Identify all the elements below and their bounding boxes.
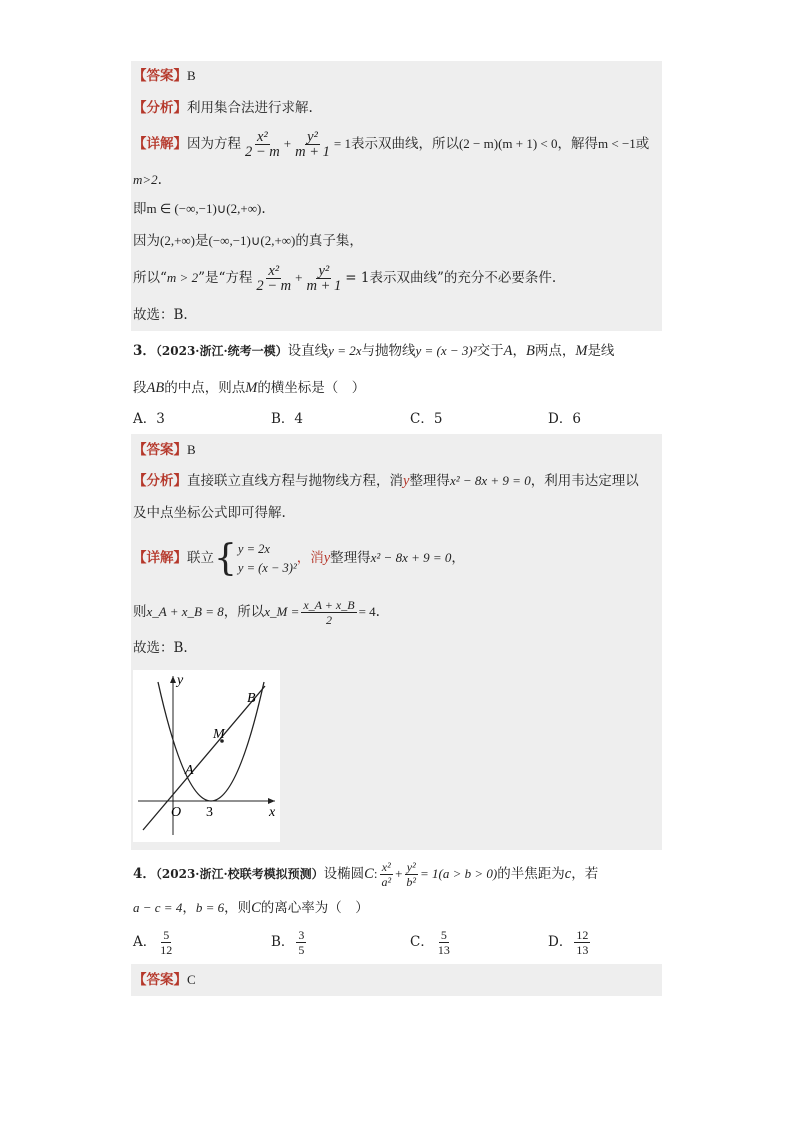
fraction-x2 xyxy=(254,264,293,293)
detail-text: ”是“方程 xyxy=(198,270,253,286)
analysis-text: 利用集合法进行求解. xyxy=(187,100,313,116)
stem-text: 设椭圆 xyxy=(323,866,365,882)
fraction-denominator: 2 − m xyxy=(245,144,280,160)
fraction-denominator: 5 xyxy=(298,943,305,957)
analysis-tag: 【分析】 xyxy=(133,100,187,116)
result-value: = 4 xyxy=(358,604,376,619)
q2-detail-line-4 xyxy=(133,231,363,251)
analysis-tag: 【分析】 xyxy=(133,473,187,489)
question-source: （2023·浙江·统考一模） xyxy=(155,344,288,358)
detail-text: = 1表示双曲线”的充分不必要条件. xyxy=(345,270,557,286)
detail-text: ，所以 xyxy=(223,604,265,620)
detail-text: 因为 xyxy=(133,233,160,249)
detail-text: 是 xyxy=(195,233,209,249)
detail-text: 或 xyxy=(635,136,650,152)
q4-stem-line-1 xyxy=(133,858,598,890)
tick-label-3: 3 xyxy=(206,805,213,820)
q2-detail-line-3 xyxy=(133,199,266,219)
conclusion-text: 故选：B. xyxy=(133,640,188,656)
variable: y xyxy=(323,550,331,566)
stem-text: ，若 xyxy=(571,866,599,882)
fraction-numerator: x² xyxy=(256,129,268,145)
fraction-numerator: y² xyxy=(318,263,330,279)
q3-detail-line xyxy=(133,536,465,580)
analysis-text: ，利用韦达定理以 xyxy=(530,473,639,489)
q2-detail-line-1 xyxy=(133,128,649,160)
point-label: B xyxy=(525,343,535,359)
question-number: 4． xyxy=(133,866,156,882)
stem-text: 的中点，则点 xyxy=(164,380,246,396)
stem-text: 是线 xyxy=(587,343,615,359)
stem-text: 的离心率为（ ） xyxy=(260,900,369,916)
q2-analysis-line xyxy=(133,98,313,118)
analysis-text: 及中点坐标公式即可得解. xyxy=(133,505,286,521)
equation-system xyxy=(238,540,297,578)
option-fraction xyxy=(296,928,306,957)
set-expression: m ∈ (−∞,−1)∪(2,+∞) xyxy=(146,201,262,216)
detail-text: 则 xyxy=(133,604,147,620)
q3-analysis-line-1 xyxy=(133,471,639,491)
ellipse-label: C xyxy=(364,866,374,882)
point-label: M xyxy=(575,343,588,359)
fraction-denominator: m + 1 xyxy=(306,278,342,294)
sum-expression: x_A + x_B = 8 xyxy=(146,604,224,619)
fraction-numerator: y² xyxy=(307,129,318,145)
answer-tag: 【答案】 xyxy=(133,442,187,458)
question-source: （2023·浙江·校联考模拟预测） xyxy=(155,867,324,881)
stem-text: 两点， xyxy=(534,343,576,359)
q4-option-d[interactable] xyxy=(548,928,592,957)
fraction-y2-b2 xyxy=(404,860,418,889)
detail-text: ，消 xyxy=(296,550,324,566)
midpoint-expression: x_M = xyxy=(264,604,300,619)
variable: y xyxy=(403,473,410,489)
fraction-numerator: 12 xyxy=(576,928,589,942)
plus-sign: + xyxy=(395,866,403,881)
quadratic-equation: x² − 8x + 9 = 0 xyxy=(449,473,531,488)
stem-text: 段 xyxy=(133,380,147,396)
detail-text: ， xyxy=(451,550,465,566)
equals-one: = 1 xyxy=(333,136,351,151)
q2-conclusion xyxy=(133,305,188,325)
point-label: M xyxy=(245,380,258,396)
q3-conclusion xyxy=(133,638,188,658)
stem-text: ， xyxy=(512,343,526,359)
q3-option-a[interactable]: A．3 xyxy=(133,411,165,427)
detail-tag: 【详解】 xyxy=(133,136,187,152)
q3-analysis-line-2 xyxy=(133,503,286,523)
answer-value: C xyxy=(187,972,196,987)
inequality: m>2 xyxy=(133,172,158,187)
condition-expression: a − c = 4 xyxy=(133,900,183,915)
q3-answer-line xyxy=(133,440,196,460)
stem-text: 与抛物线 xyxy=(361,343,416,359)
inequality: (2 − m)(m + 1) < 0 xyxy=(458,136,558,151)
option-letter: D． xyxy=(548,934,573,950)
fraction-x2-a2 xyxy=(379,860,393,889)
period: . xyxy=(157,172,162,188)
system-equation-1: y = 2x xyxy=(237,541,270,556)
option-fraction xyxy=(574,928,590,957)
fraction-numerator: 5 xyxy=(440,928,447,942)
conclusion-text: 故选：B. xyxy=(133,307,188,323)
fraction-x2 xyxy=(243,130,282,159)
straight-line xyxy=(143,686,265,830)
answer-value: B xyxy=(187,442,196,457)
stem-text: 的半焦距为 xyxy=(497,866,565,882)
point-a-label: A xyxy=(185,763,194,778)
q3-option-b[interactable]: B．4 xyxy=(271,411,304,427)
q3-option-d[interactable]: D．6 xyxy=(548,411,581,427)
q2-answer-line xyxy=(133,66,196,86)
period: . xyxy=(261,201,266,217)
q4-option-c[interactable] xyxy=(410,928,454,957)
option-fraction xyxy=(158,928,174,957)
detail-text: 所以“ xyxy=(133,270,167,286)
fraction-numerator: x_A + x_B xyxy=(303,598,355,612)
ellipse-condition: = 1(a > b > 0) xyxy=(420,866,498,881)
detail-tag: 【详解】 xyxy=(133,550,187,566)
interval: (2,+∞) xyxy=(160,233,196,248)
detail-text: ，解得 xyxy=(557,136,599,152)
q4-solution-background xyxy=(131,964,662,996)
q4-answer-line xyxy=(133,970,196,990)
fraction-numerator: 3 xyxy=(298,928,305,942)
option-fraction xyxy=(436,928,452,957)
point-label: A xyxy=(503,343,513,359)
q3-stem-line-2 xyxy=(133,378,365,398)
analysis-text: 整理得 xyxy=(409,473,450,489)
fraction-numerator: 5 xyxy=(163,928,170,942)
inequality: m > 2 xyxy=(166,270,199,285)
detail-text: 联立 xyxy=(187,550,214,566)
set-expression: (−∞,−1)∪(2,+∞) xyxy=(208,233,296,248)
point-m-label: M xyxy=(213,727,225,742)
period: . xyxy=(375,604,380,620)
ellipse-label: C xyxy=(251,900,261,916)
fraction-denominator: a² xyxy=(381,875,392,889)
q4-stem-line-2 xyxy=(133,898,369,918)
separator: ， xyxy=(182,900,196,916)
analysis-text: 直接联立直线方程与抛物线方程，消 xyxy=(187,473,403,489)
option-letter: A． xyxy=(133,934,157,950)
q2-detail-line-2 xyxy=(133,170,162,190)
stem-text: 设直线 xyxy=(287,343,329,359)
parabola-equation: y = (x − 3)² xyxy=(415,343,477,358)
fraction-denominator: m + 1 xyxy=(295,144,330,160)
option-letter: C． xyxy=(410,934,434,950)
y-axis-label: y xyxy=(177,673,184,688)
line-equation: y = 2x xyxy=(328,343,362,358)
stem-text: 交于 xyxy=(476,343,504,359)
q2-detail-line-5 xyxy=(133,262,556,294)
fraction-denominator: 12 xyxy=(160,943,173,957)
answer-value: B xyxy=(187,68,196,83)
x-axis-arrow xyxy=(268,798,275,804)
q3-stem-line-1 xyxy=(133,341,614,361)
fraction-denominator: 13 xyxy=(576,943,589,957)
y-axis-arrow xyxy=(170,676,176,683)
point-b-label: B xyxy=(247,691,256,706)
plus-sign: + xyxy=(283,136,292,151)
quadratic-equation: x² − 8x + 9 = 0 xyxy=(370,550,452,565)
answer-tag: 【答案】 xyxy=(133,972,187,988)
colon: : xyxy=(373,866,378,881)
q3-option-c[interactable]: C．5 xyxy=(410,411,443,427)
detail-text: 因为方程 xyxy=(187,136,241,152)
parabola-line-graph xyxy=(133,670,280,842)
fraction-denominator: 2 − m xyxy=(256,278,292,294)
detail-text: 表示双曲线，所以 xyxy=(350,136,459,152)
stem-text: 的横坐标是（ ） xyxy=(257,380,366,396)
midpoint-fraction xyxy=(301,598,356,627)
fraction-numerator: x² xyxy=(381,860,391,874)
answer-tag: 【答案】 xyxy=(133,68,187,84)
q4-option-b[interactable] xyxy=(271,928,308,957)
fraction-denominator: b² xyxy=(406,875,417,889)
detail-text: 即 xyxy=(133,201,147,217)
segment-label: AB xyxy=(146,380,165,396)
origin-label: O xyxy=(171,805,182,820)
option-letter: B． xyxy=(271,934,295,950)
fraction-denominator: 2 xyxy=(325,613,332,627)
plus-sign: + xyxy=(295,270,303,285)
detail-text: 的真子集， xyxy=(295,233,363,249)
question-number: 3． xyxy=(133,343,156,359)
system-equation-2: y = (x − 3)² xyxy=(237,560,297,575)
detail-text: 整理得 xyxy=(330,550,371,566)
inequality: m < −1 xyxy=(598,136,636,151)
brace-symbol: { xyxy=(214,537,237,579)
fraction-numerator: x² xyxy=(268,263,280,279)
x-axis-label: x xyxy=(269,805,276,820)
fraction-denominator: 13 xyxy=(437,943,450,957)
fraction-y2 xyxy=(293,130,332,159)
condition-expression: b = 6 xyxy=(195,900,225,915)
fraction-numerator: y² xyxy=(406,860,416,874)
q3-then-line xyxy=(133,596,380,628)
variable: c xyxy=(564,866,572,882)
stem-text: ，则 xyxy=(224,900,252,916)
fraction-y2 xyxy=(305,264,344,293)
q4-option-a[interactable] xyxy=(133,928,176,957)
